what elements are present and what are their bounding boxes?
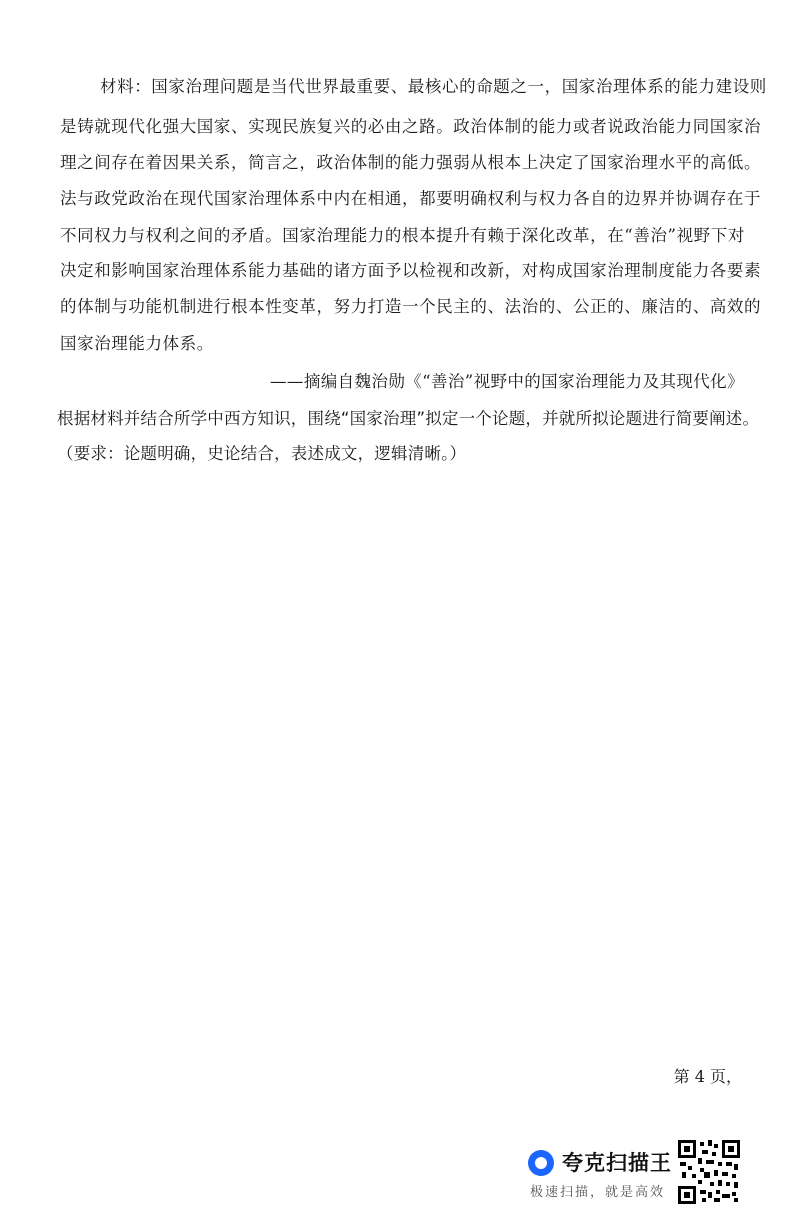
material-line-5: 不同权力与权利之间的矛盾。国家治理能力的根本提升有赖于深化改革，在“善治”视野下对 [60,226,745,245]
watermark-brand: 夸克扫描王 [562,1151,672,1175]
page-number: 第 4 页， [673,1067,742,1086]
scanner-watermark [528,1140,740,1208]
material-line-3: 理之间存在着因果关系，简言之，政治体制的能力强弱从根本上决定了国家治理水平的高低。 [60,153,762,172]
material-line-7: 的体制与功能机制进行根本性变革，努力打造一个民主的、法治的、公正的、廉洁的、高效的 [60,297,762,316]
material-line-8: 国家治理能力体系。 [60,334,214,353]
question-requirements: （要求：论题明确，史论结合，表述成文，逻辑清晰。） [57,444,467,463]
question-prompt: 根据材料并结合所学中西方知识，围绕“国家治理”拟定一个论题，并就所拟论题进行简要阐述。 [57,409,760,428]
material-line-1: 材料：国家治理问题是当代世界最重要、最核心的命题之一，国家治理体系的能力建设则 [100,77,767,96]
material-line-6: 决定和影响国家治理体系能力基础的诸方面予以检视和改新，对构成国家治理制度能力各要素 [60,261,762,280]
quark-logo-icon [528,1150,554,1176]
material-line-2: 是铸就现代化强大国家、实现民族复兴的必由之路。政治体制的能力或者说政治能力同国家治 [60,117,762,136]
material-source-citation: ——摘编自魏治勋《“善治”视野中的国家治理能力及其现代化》 [270,372,744,391]
material-line-4: 法与政党政治在现代国家治理体系中内在相通，都要明确权利与权力各自的边界并协调存在于 [60,189,762,208]
watermark-slogan: 极速扫描，就是高效 [530,1185,666,1200]
qr-code-icon [678,1140,740,1204]
